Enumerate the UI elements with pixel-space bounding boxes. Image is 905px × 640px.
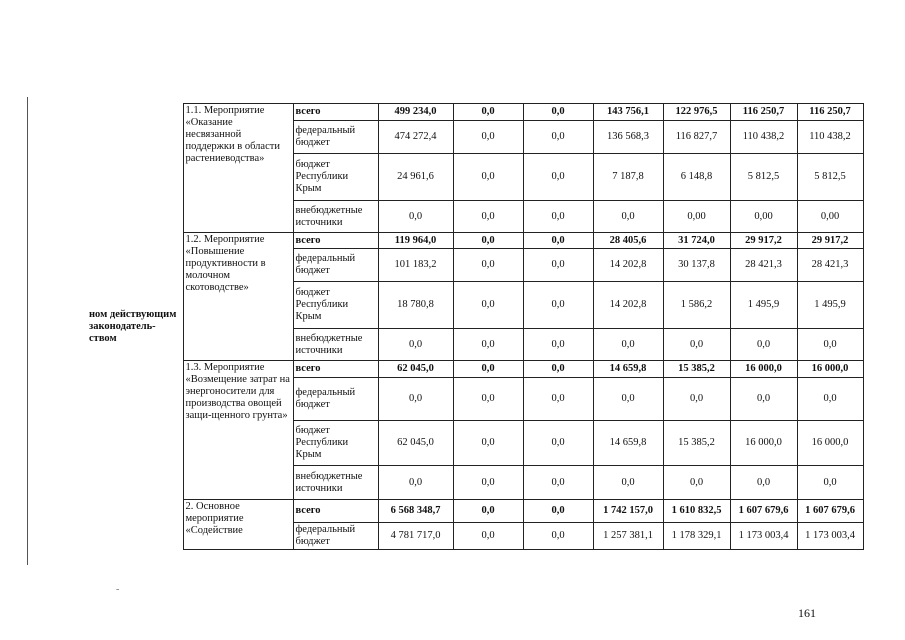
value-cell: 0,0 (797, 378, 863, 421)
value-cell: 0,0 (523, 201, 593, 233)
source-cell: федеральный бюджет (293, 523, 378, 550)
value-cell: 0,0 (378, 378, 453, 421)
value-cell: 6 568 348,7 (378, 500, 453, 523)
value-cell: 4 781 717,0 (378, 523, 453, 550)
table-row (87, 233, 863, 249)
budget-table (87, 103, 864, 550)
value-cell: 0,0 (453, 421, 523, 466)
value-cell: 0,0 (523, 329, 593, 361)
source-cell: внебюджетные источники (293, 329, 378, 361)
table-row (87, 361, 863, 378)
value-cell: 0,0 (378, 466, 453, 500)
value-cell: 122 976,5 (663, 104, 730, 121)
source-cell: всего (293, 233, 378, 249)
value-cell: 116 827,7 (663, 121, 730, 154)
value-cell: 1 610 832,5 (663, 500, 730, 523)
value-cell: 0,0 (453, 466, 523, 500)
source-cell: всего (293, 500, 378, 523)
source-cell: бюджет Республики Крым (293, 421, 378, 466)
value-cell: 0,0 (453, 121, 523, 154)
value-cell: 0,0 (730, 329, 797, 361)
value-cell: 1 586,2 (663, 282, 730, 329)
value-cell: 0,0 (378, 201, 453, 233)
value-cell: 14 202,8 (593, 249, 663, 282)
value-cell: 0,0 (593, 378, 663, 421)
value-cell: 0,0 (663, 378, 730, 421)
value-cell: 14 659,8 (593, 361, 663, 378)
value-cell: 15 385,2 (663, 421, 730, 466)
source-cell: бюджет Республики Крым (293, 282, 378, 329)
value-cell: 0,0 (523, 249, 593, 282)
value-cell: 16 000,0 (797, 361, 863, 378)
value-cell: 143 756,1 (593, 104, 663, 121)
value-cell: 0,0 (797, 329, 863, 361)
value-cell: 0,0 (453, 329, 523, 361)
value-cell: 29 917,2 (797, 233, 863, 249)
value-cell: 110 438,2 (797, 121, 863, 154)
measure-cell: 1.1. Мероприятие «Оказание несвязанной поддержки в области растениеводства» (183, 104, 293, 233)
value-cell: 5 812,5 (730, 154, 797, 201)
value-cell: 31 724,0 (663, 233, 730, 249)
measure-cell: 1.2. Мероприятие «Повышение продуктивности в молочном скотоводстве» (183, 233, 293, 361)
value-cell: 110 438,2 (730, 121, 797, 154)
value-cell: 0,0 (523, 361, 593, 378)
table-row (87, 104, 863, 121)
value-cell: 30 137,8 (663, 249, 730, 282)
value-cell: 0,0 (593, 329, 663, 361)
value-cell: 1 495,9 (797, 282, 863, 329)
value-cell: 0,0 (453, 249, 523, 282)
left-border-line (27, 97, 28, 565)
value-cell: 1 257 381,1 (593, 523, 663, 550)
value-cell: 6 148,8 (663, 154, 730, 201)
value-cell: 0,0 (797, 466, 863, 500)
value-cell: 0,0 (523, 421, 593, 466)
footnote-mark: - (116, 584, 120, 595)
value-cell: 1 495,9 (730, 282, 797, 329)
value-cell: 101 183,2 (378, 249, 453, 282)
value-cell: 136 568,3 (593, 121, 663, 154)
value-cell: 0,0 (523, 233, 593, 249)
value-cell: 14 659,8 (593, 421, 663, 466)
value-cell: 0,0 (523, 378, 593, 421)
value-cell: 0,0 (453, 104, 523, 121)
source-cell: бюджет Республики Крым (293, 154, 378, 201)
source-cell: федеральный бюджет (293, 249, 378, 282)
value-cell: 0,0 (453, 500, 523, 523)
value-cell: 62 045,0 (378, 421, 453, 466)
value-cell: 119 964,0 (378, 233, 453, 249)
source-cell: федеральный бюджет (293, 121, 378, 154)
value-cell: 0,0 (663, 466, 730, 500)
source-cell: всего (293, 361, 378, 378)
source-cell: всего (293, 104, 378, 121)
value-cell: 0,0 (523, 523, 593, 550)
source-cell: внебюджетные источники (293, 201, 378, 233)
value-cell: 24 961,6 (378, 154, 453, 201)
value-cell: 0,00 (797, 201, 863, 233)
value-cell: 1 607 679,6 (797, 500, 863, 523)
value-cell: 0,0 (378, 329, 453, 361)
measure-cell: 1.3. Мероприятие «Возмещение затрат на энергоносители для производства овощей защи-щенного грунта» (183, 361, 293, 500)
executor-cell: ном действующим законодатель-ством (89, 308, 177, 344)
value-cell: 28 405,6 (593, 233, 663, 249)
value-cell: 0,0 (453, 378, 523, 421)
value-cell: 116 250,7 (730, 104, 797, 121)
value-cell: 16 000,0 (730, 421, 797, 466)
value-cell: 0,0 (453, 233, 523, 249)
value-cell: 0,0 (730, 378, 797, 421)
value-cell: 474 272,4 (378, 121, 453, 154)
value-cell: 0,0 (523, 154, 593, 201)
value-cell: 1 607 679,6 (730, 500, 797, 523)
value-cell: 18 780,8 (378, 282, 453, 329)
page-number: 161 (798, 606, 816, 620)
value-cell: 14 202,8 (593, 282, 663, 329)
value-cell: 0,0 (453, 154, 523, 201)
value-cell: 0,0 (593, 466, 663, 500)
value-cell: 1 178 329,1 (663, 523, 730, 550)
value-cell: 16 000,0 (797, 421, 863, 466)
value-cell: 0,0 (593, 201, 663, 233)
measure-cell: 2. Основное мероприятие «Содействие (183, 500, 293, 550)
value-cell: 0,0 (453, 282, 523, 329)
value-cell: 0,0 (663, 329, 730, 361)
source-cell: федеральный бюджет (293, 378, 378, 421)
source-cell: внебюджетные источники (293, 466, 378, 500)
value-cell: 0,0 (730, 466, 797, 500)
value-cell: 0,0 (523, 500, 593, 523)
value-cell: 1 173 003,4 (797, 523, 863, 550)
value-cell: 499 234,0 (378, 104, 453, 121)
value-cell: 0,0 (523, 466, 593, 500)
value-cell: 0,0 (453, 361, 523, 378)
value-cell: 29 917,2 (730, 233, 797, 249)
value-cell: 0,0 (523, 282, 593, 329)
value-cell: 1 173 003,4 (730, 523, 797, 550)
value-cell: 16 000,0 (730, 361, 797, 378)
value-cell: 0,00 (663, 201, 730, 233)
value-cell: 5 812,5 (797, 154, 863, 201)
value-cell: 15 385,2 (663, 361, 730, 378)
value-cell: 7 187,8 (593, 154, 663, 201)
value-cell: 0,0 (523, 104, 593, 121)
value-cell: 116 250,7 (797, 104, 863, 121)
value-cell: 0,00 (730, 201, 797, 233)
value-cell: 62 045,0 (378, 361, 453, 378)
value-cell: 28 421,3 (730, 249, 797, 282)
value-cell: 28 421,3 (797, 249, 863, 282)
table-row (87, 500, 863, 523)
value-cell: 0,0 (453, 523, 523, 550)
value-cell: 1 742 157,0 (593, 500, 663, 523)
value-cell: 0,0 (523, 121, 593, 154)
value-cell: 0,0 (453, 201, 523, 233)
